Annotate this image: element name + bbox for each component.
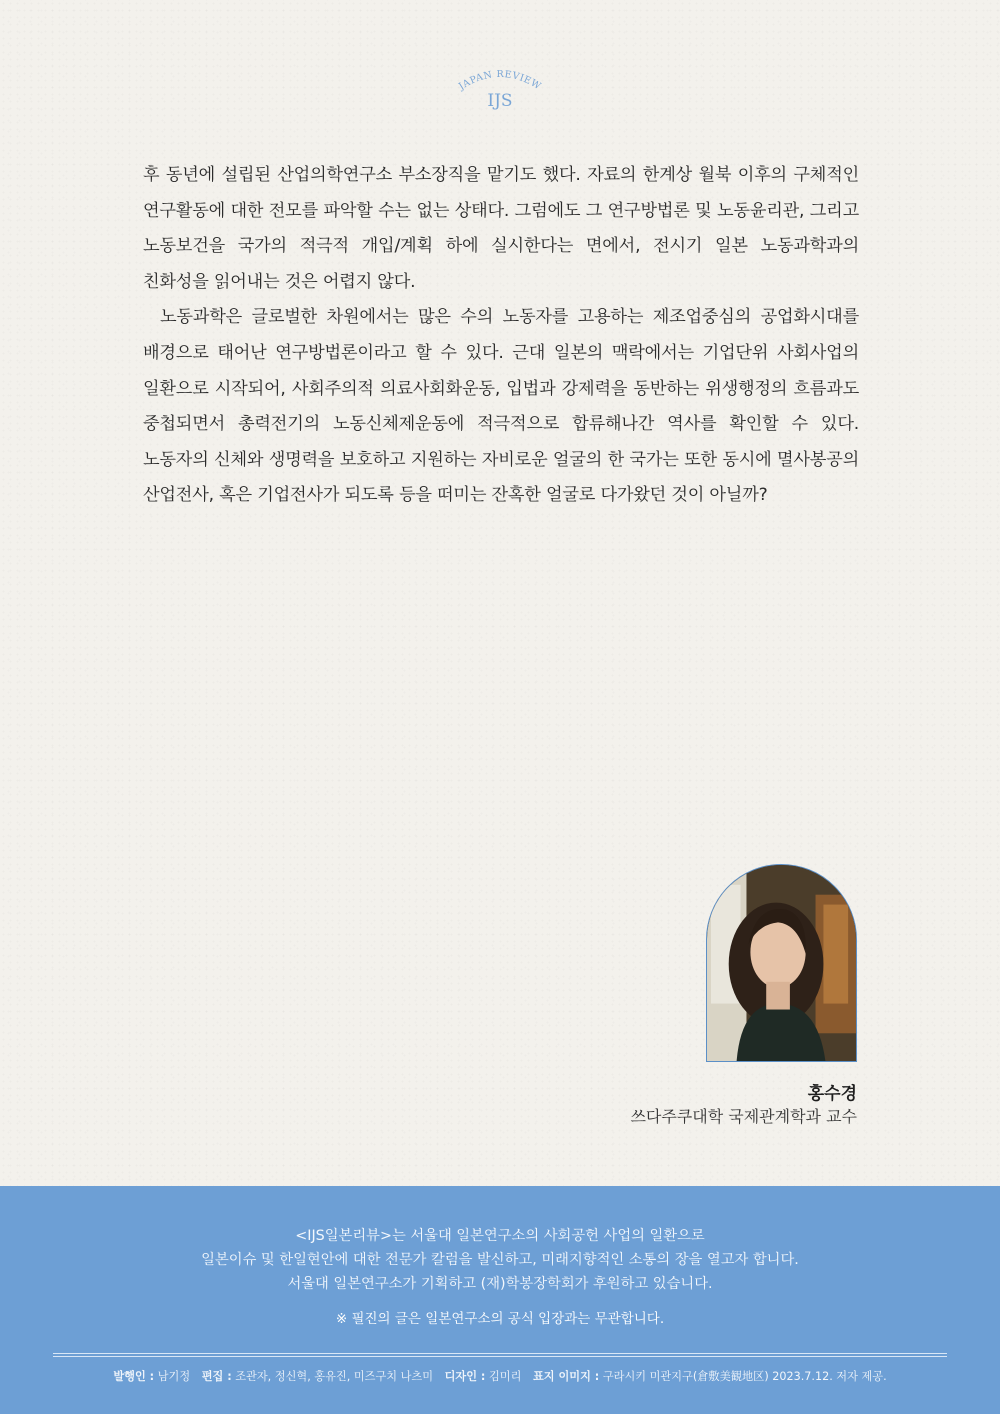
footer-banner: [0, 1186, 1000, 1414]
ijs-japan-review-logo: [440, 66, 560, 116]
logo-main-text: IJS: [487, 91, 513, 111]
footer-divider: [53, 1353, 947, 1354]
footer-intro: [0, 1224, 1000, 1296]
footer-disclaimer: ※ 필진의 글은 일본연구소의 공식 입장과는 무관합니다.: [335, 1311, 665, 1327]
credit-designer-value: 김미리: [488, 1370, 522, 1383]
footer-intro-line: 일본이슈 및 한일현안에 대한 전문가 칼럼을 발신하고, 미래지향적인 소통의 장을 열고자 합니다.: [201, 1252, 799, 1268]
article-body: [143, 158, 859, 514]
credit-editors-value: 조관자, 정신혁, 홍유진, 미즈구치 나츠미: [235, 1370, 434, 1383]
credit-editors-label: 편집 :: [201, 1370, 232, 1383]
credit-cover-value: 구라시키 미관지구(倉敷美観地区) 2023.7.12. 저자 제공.: [602, 1370, 887, 1383]
credit-editors: [202, 1370, 433, 1383]
article-paragraph: 노동과학은 글로벌한 차원에서는 많은 수의 노동자를 고용하는 제조업중심의 공업화시대를 배경으로 태어난 연구방법론이라고 할 수 있다. 근대 일본의 맥락에서는 기업단위 사회사업의 일환으로 시작되어, 사회주의적 의료사회화운동, 입법과 강제력을 동반하는 위생행정의 흐름과도 중첩되면서 총력전기의 노동신체제운동에 적극적으로 합류해나간 역사를 확인할 수 있다. 노동자의 신체와 생명력을 보호하고 지원하는 자비로운 얼굴의 한 국가는 또한 동시에 멸사봉공의 산업전사, 혹은 기업전사가 되도록 등을 떠미는 잔혹한 얼굴로 다가왔던 것이 아닐까?: [143, 307, 859, 506]
credit-publisher-label: 발행인 :: [113, 1370, 155, 1383]
footer-intro-line: 서울대 일본연구소가 기획하고 (재)학봉장학회가 후원하고 있습니다.: [287, 1276, 713, 1292]
credit-designer-label: 디자인 :: [444, 1370, 486, 1383]
credit-cover-label: 표지 이미지 :: [532, 1370, 600, 1383]
footer-divider: [53, 1356, 947, 1357]
credit-publisher: [113, 1370, 190, 1383]
footer-intro-line: <IJS일본리뷰>는 서울대 일본연구소의 사회공헌 사업의 일환으로: [295, 1228, 705, 1244]
author-title: 쓰다주쿠대학 국제관계학과 교수: [630, 1107, 857, 1126]
credit-publisher-value: 남기정: [157, 1370, 191, 1383]
author-name: 홍수경: [807, 1084, 857, 1104]
credit-designer: [445, 1370, 522, 1383]
svg-text:JAPAN REVIEW: [456, 69, 543, 93]
logo-graphic: [440, 66, 560, 116]
credit-cover: [533, 1370, 887, 1383]
author-photo: [706, 864, 857, 1062]
author-portrait-image: [707, 865, 856, 1061]
article-paragraph: 후 동년에 설립된 산업의학연구소 부소장직을 맡기도 했다. 자료의 한계상 월북 이후의 구체적인 연구활동에 대한 전모를 파악할 수는 없는 상태다. 그럼에도 그 연구방법론 및 노동윤리관, 그리고 노동보건을 국가의 적극적 개입/계획 하에 실시한다는 면에서, 전시기 일본 노동과학과의 친화성을 읽어내는 것은 어렵지 않다.: [143, 165, 859, 292]
logo-arc-text: JAPAN REVIEW: [456, 68, 543, 93]
footer-credits: [0, 1368, 1000, 1384]
